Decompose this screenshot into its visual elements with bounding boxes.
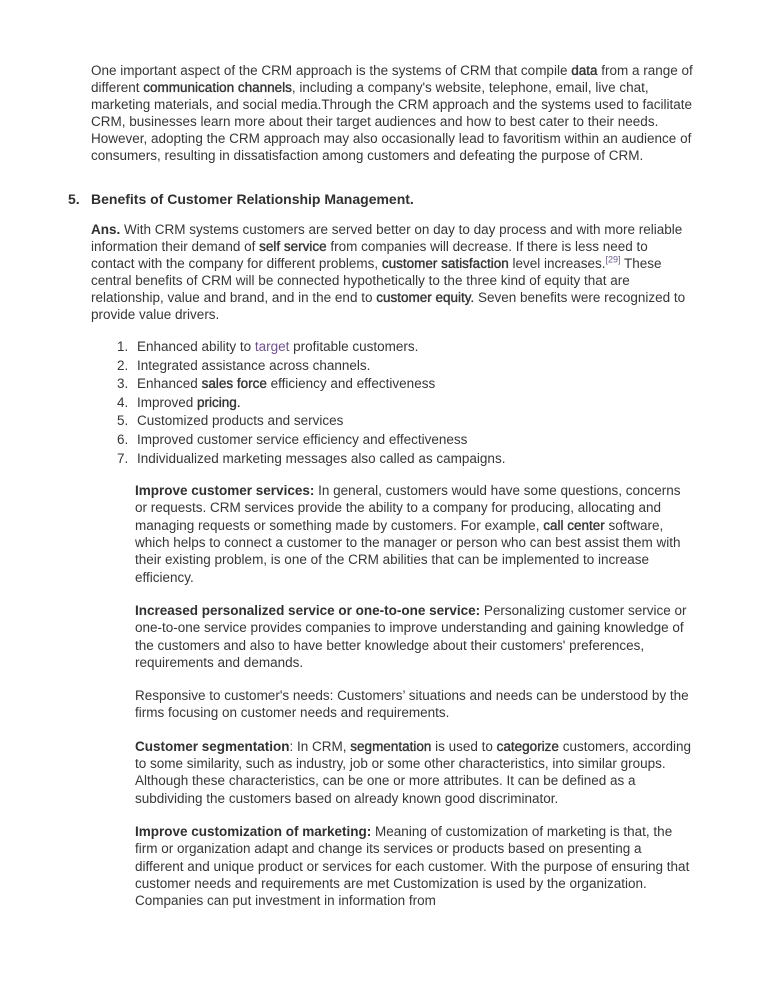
text-run: efficiency and effectiveness: [266, 376, 436, 392]
bold-lead-text: Customer segmentation: [135, 738, 290, 754]
text-run: Customized products and services: [137, 413, 344, 429]
link-text: pricing.: [197, 394, 241, 410]
text-run: Seven benefits were recognized to provide value drivers.: [91, 290, 686, 322]
text-run: Enhanced: [137, 376, 202, 392]
bold-lead-text: Increased personalized service or one-to-one service:: [135, 602, 481, 618]
list-item-text: [137, 394, 241, 413]
text-run: : In CRM,: [289, 738, 351, 754]
list-item: [117, 431, 695, 450]
visited-link-text: target: [254, 339, 290, 354]
section-title: Benefits of Customer Relationship Management.: [91, 191, 414, 207]
text-run: Enhanced ability to: [137, 339, 255, 354]
bold-lead-text: Ans.: [91, 222, 121, 237]
text-run: With CRM systems customers are served better on day to day process and with more reliable information their demand of: [91, 222, 683, 254]
text-run: Improved: [137, 394, 198, 410]
list-item-text: [137, 357, 370, 376]
list-item-text: [137, 338, 418, 357]
text-run: from a range of different: [91, 63, 693, 95]
link-text: segmentation: [350, 738, 432, 754]
paragraph-responsive-to-needs: [135, 687, 693, 722]
link-text: call center: [543, 517, 605, 533]
intro-paragraph: [91, 62, 695, 164]
list-marker: 5.: [117, 413, 129, 429]
text-run: In general, customers would have some questions, concerns or requests. CRM services provide the ability to a company for producing, allocating and managing requests or something made by customers. For example,: [135, 483, 681, 533]
text-run: customers, according to some similarity, such as industry, job or some other characteristics, into similar groups. Although these characteristics, can be one or more attributes. It can be defined as a subdividing the customers based on already known good discriminator.: [135, 738, 692, 806]
answer-paragraph: [91, 221, 695, 323]
text-run: level increases.: [508, 256, 606, 271]
document-content: [68, 62, 695, 909]
list-marker: 7.: [117, 450, 129, 466]
list-marker: 1.: [117, 339, 129, 354]
paragraph-improve-customer-services: [135, 482, 693, 586]
link-text: self service: [259, 239, 327, 254]
link-text: categorize: [496, 738, 559, 754]
link-text: communication channels: [143, 80, 292, 95]
link-text: customer equity.: [376, 290, 475, 305]
text-run: Integrated assistance across channels.: [137, 357, 371, 373]
paragraph-customer-segmentation: [135, 738, 693, 807]
list-item: [117, 357, 695, 376]
bold-lead-text: Improve customer services:: [135, 483, 315, 499]
link-text: customer satisfaction: [381, 256, 509, 271]
text-run: Responsive to customer's needs: Customers’ situations and needs can be understood by the firms focusing on customer needs and requirements.: [135, 688, 689, 721]
list-item: [117, 450, 695, 469]
text-run: profitable customers.: [289, 339, 419, 354]
section-number: 5.: [68, 191, 80, 207]
list-item-text: [137, 450, 505, 469]
text-run: is used to: [431, 738, 497, 754]
link-text: data: [571, 63, 598, 78]
text-run: Individualized marketing messages also called as campaigns.: [137, 450, 506, 466]
section-heading: [68, 191, 695, 208]
bold-lead-text: Improve customization of marketing:: [135, 823, 372, 839]
text-run: One important aspect of the CRM approach is the systems of CRM that compile: [91, 63, 572, 78]
list-item: [117, 375, 695, 394]
text-run: , including a company's website, telephone, email, live chat, marketing materials, and social media.Through the CRM approach and the systems used to facilitate CRM, businesses learn more about their target audiences and how to best cater to their needs. However, adopting the CRM approach may also occasionally lead to favoritism within an audience of consumers, resulting in dissatisfaction among customers and defeating the purpose of CRM.: [91, 80, 693, 163]
list-marker: 4.: [117, 394, 129, 410]
text-run: These central benefits of CRM will be connected hypothetically to the three kind of equity that are relationship, value and brand, and in the end to: [91, 256, 662, 305]
list-marker: 6.: [117, 431, 129, 447]
reference-marker: [29]: [605, 254, 621, 265]
list-item: [117, 394, 695, 413]
list-item-text: [137, 412, 343, 431]
text-run: Meaning of customization of marketing is that, the firm or organization adapt and change its services or products based on presenting a different and unique product or services for each customer. With the purpose of ensuring that customer needs and requirements are met Customization is used by the organization. Companies can put investment in information from: [135, 823, 690, 909]
paragraph-increased-personalized-service: [135, 602, 693, 671]
text-run: from companies will decrease. If there is less need to contact with the company for different problems,: [91, 239, 648, 271]
text-run: Improved customer service efficiency and effectiveness: [137, 431, 468, 447]
list-item: [117, 338, 695, 357]
benefits-list: [117, 338, 695, 468]
list-item-text: [137, 431, 467, 450]
list-item: [117, 412, 695, 431]
list-item-text: [137, 375, 435, 394]
text-run: Personalizing customer service or one-to-one service provides companies to improve understanding and gaining knowledge of the customers and also to have better knowledge about their customers' preferences, requirements and demands.: [135, 602, 687, 670]
list-marker: 2.: [117, 357, 129, 373]
paragraph-improve-customization: [135, 823, 693, 909]
text-run: software, which helps to connect a customer to the manager or person who can best assist them with their existing problem, is one of the CRM abilities that can be implemented to increase efficiency.: [135, 517, 681, 585]
detail-paragraphs: [135, 482, 693, 909]
list-marker: 3.: [117, 376, 129, 392]
link-text: sales force: [201, 376, 267, 392]
